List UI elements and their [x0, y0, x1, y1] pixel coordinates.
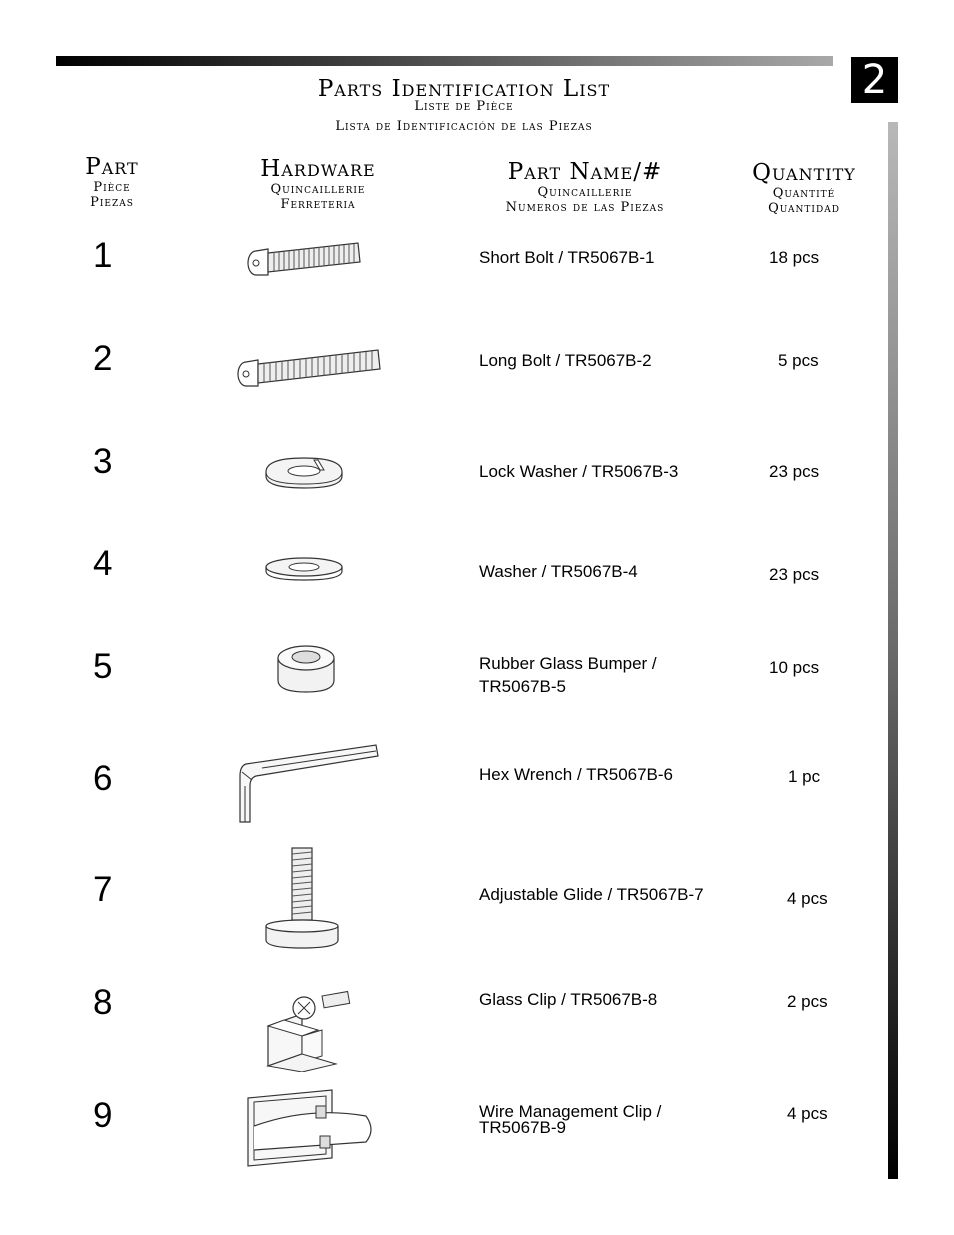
page-subtitle-fr: Liste de Pièce	[414, 99, 514, 114]
column-header-part-es: Piezas	[90, 195, 134, 210]
long-bolt-icon	[234, 344, 384, 392]
part-number: 9	[93, 1096, 113, 1135]
column-header-quantity-label: Quantity	[752, 160, 856, 186]
part-number: 4	[93, 544, 113, 583]
hex-wrench-icon	[232, 740, 384, 826]
part-name: Washer / TR5067B-4	[479, 562, 638, 581]
part-quantity: 2 pcs	[787, 992, 828, 1011]
page-title: Parts Identification List	[317, 76, 611, 102]
short-bolt-icon	[244, 238, 364, 282]
part-quantity: 23 pcs	[769, 565, 820, 584]
column-header-hardware-fr: Quincaillerie	[270, 182, 366, 197]
part-number: 1	[93, 236, 113, 275]
part-name-line2: TR5067B-5	[479, 677, 566, 696]
lock-washer-icon	[262, 452, 346, 492]
column-header-hardware-es: Ferreteria	[280, 197, 356, 212]
part-name-line2: TR5067B-9	[479, 1118, 566, 1137]
part-number: 7	[93, 870, 113, 909]
part-quantity: 4 pcs	[787, 889, 828, 908]
page-subtitle-es: Lista de Identificación de las Piezas	[335, 119, 593, 134]
glass-clip-icon	[262, 986, 358, 1072]
part-number: 8	[93, 983, 113, 1022]
washer-icon	[262, 554, 346, 584]
column-header-part-fr: Pièce	[93, 180, 131, 195]
adjustable-glide-icon	[260, 844, 344, 952]
part-name: Lock Washer / TR5067B-3	[479, 462, 679, 481]
side-divider-bar	[888, 122, 898, 1179]
part-name: Short Bolt / TR5067B-1	[479, 248, 655, 267]
part-quantity: 1 pc	[788, 767, 821, 786]
part-number: 3	[93, 442, 113, 481]
page-number: 2	[851, 57, 898, 103]
part-quantity: 18 pcs	[769, 248, 820, 267]
part-name: Wire Management Clip /	[479, 1102, 662, 1121]
part-name: Glass Clip / TR5067B-8	[479, 990, 658, 1009]
part-number: 2	[93, 339, 113, 378]
column-header-part	[62, 154, 162, 210]
column-header-part-name-es: Numeros de las Piezas	[505, 200, 665, 215]
column-header-quantity-fr: Quantité	[772, 186, 836, 201]
part-quantity: 5 pcs	[778, 351, 819, 370]
part-quantity: 10 pcs	[769, 658, 820, 677]
part-name: Adjustable Glide / TR5067B-7	[479, 885, 704, 904]
part-name: Long Bolt / TR5067B-2	[479, 351, 652, 370]
part-number: 6	[93, 759, 113, 798]
column-header-hardware-label: Hardware	[260, 156, 376, 182]
column-header-quantity-es: Quantidad	[768, 201, 840, 216]
part-quantity: 4 pcs	[787, 1104, 828, 1123]
column-header-part-name-label: Part Name/#	[507, 159, 663, 185]
part-quantity: 23 pcs	[769, 462, 820, 481]
rubber-bumper-icon	[274, 640, 338, 696]
part-name: Hex Wrench / TR5067B-6	[479, 765, 674, 784]
top-divider-bar	[56, 56, 833, 66]
part-number: 5	[93, 647, 113, 686]
column-header-part-name	[460, 159, 710, 215]
column-header-quantity	[728, 160, 880, 216]
column-header-hardware	[218, 156, 418, 212]
column-header-part-label: Part	[85, 154, 139, 180]
column-header-part-name-fr: Quincaillerie	[537, 185, 633, 200]
wire-clip-icon	[240, 1086, 380, 1172]
part-name: Rubber Glass Bumper /	[479, 654, 657, 673]
